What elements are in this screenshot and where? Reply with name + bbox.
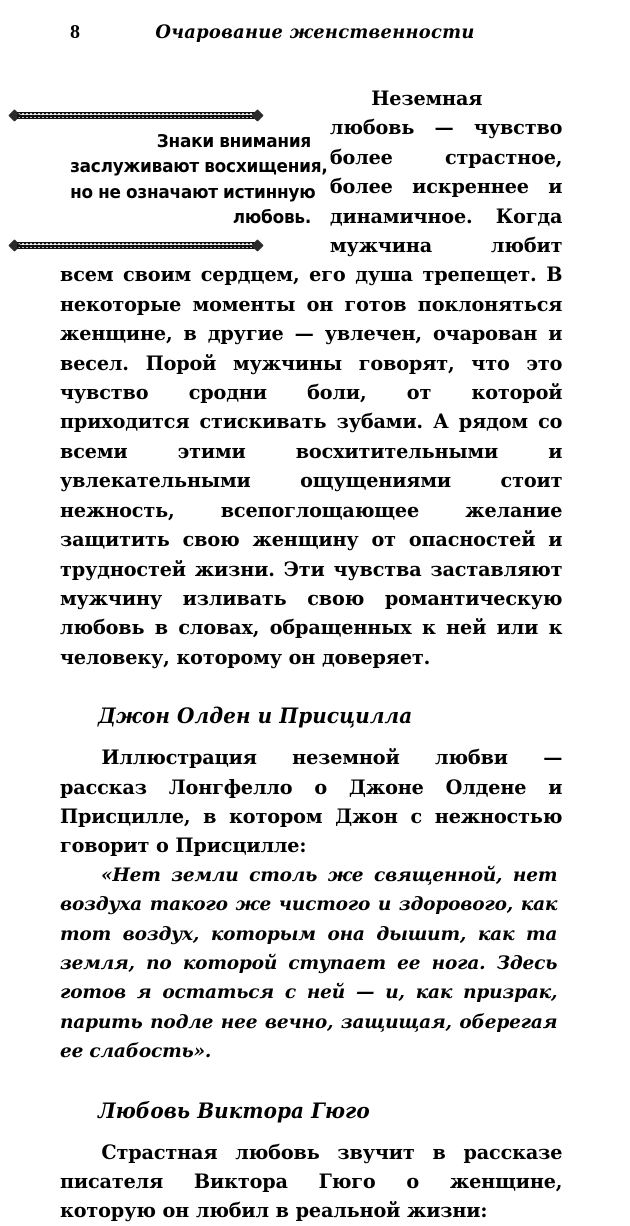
pull-quote-line: заслуживают восхищения, <box>70 157 328 178</box>
heading-spacer <box>60 731 570 743</box>
heading-spacer <box>60 1126 570 1138</box>
section-spacer <box>60 672 570 701</box>
section-1-block-quote: «Нет земли столь же священной, нет воздуха такого же чистого и здорового, как тот воздух, которым она дышит, как та земля, по которой ступает ее нога. Здесь готов я остаться с ней — и, как призрак, парить подле нее вечно, защищая, оберегая ее слабость». <box>60 863 558 1063</box>
text-column <box>60 84 570 1226</box>
section-2-intro-paragraph: Страстная любовь звучит в рассказе писателя Виктора Гюго о женщине, которую он любил в реальной жизни: <box>60 1140 563 1223</box>
section-1-intro-paragraph: Иллюстрация неземной любви — рассказ Лонгфелло о Джоне Олдене и Присцилле, в котором Джон с нежностью говорит о Присцилле: <box>60 746 563 858</box>
pull-quote-line: любовь. <box>232 207 312 228</box>
running-head <box>60 18 570 48</box>
section-heading-victor-hugo: Любовь Виктора Гюго <box>98 1097 370 1123</box>
section-heading-john-alden: Джон Олден и Присцилла <box>98 703 413 729</box>
pull-quote-line: но не означают истинную <box>70 182 316 203</box>
pull-quote-line: Знаки внимания <box>156 132 312 152</box>
body-paragraph-1: Неземная любовь — чувство более страстное, более искреннее и динамичное. Когда мужчина любит всем своим сердцем, его душа трепещет. В некоторые моменты он готов поклоняться женщине, в другие — увлечен, очарован и весел. Порой мужчины говорят, что это чувство сродни боли, от которой приходится стискивать зубами. А рядом со всеми этими восхитительными и увлекательными ощущениями стоит нежность, всепоглощающее желание защитить свою женщину от опасностей и трудностей жизни. Эти чувства заставляют мужчину изливать свою романтическую любовь в словах, обращенных к ней или к человеку, которому он доверяет. <box>60 87 563 669</box>
book-title-header: Очарование женственности <box>155 21 475 43</box>
section-spacer <box>60 1067 570 1096</box>
page-number: 8 <box>70 21 80 43</box>
